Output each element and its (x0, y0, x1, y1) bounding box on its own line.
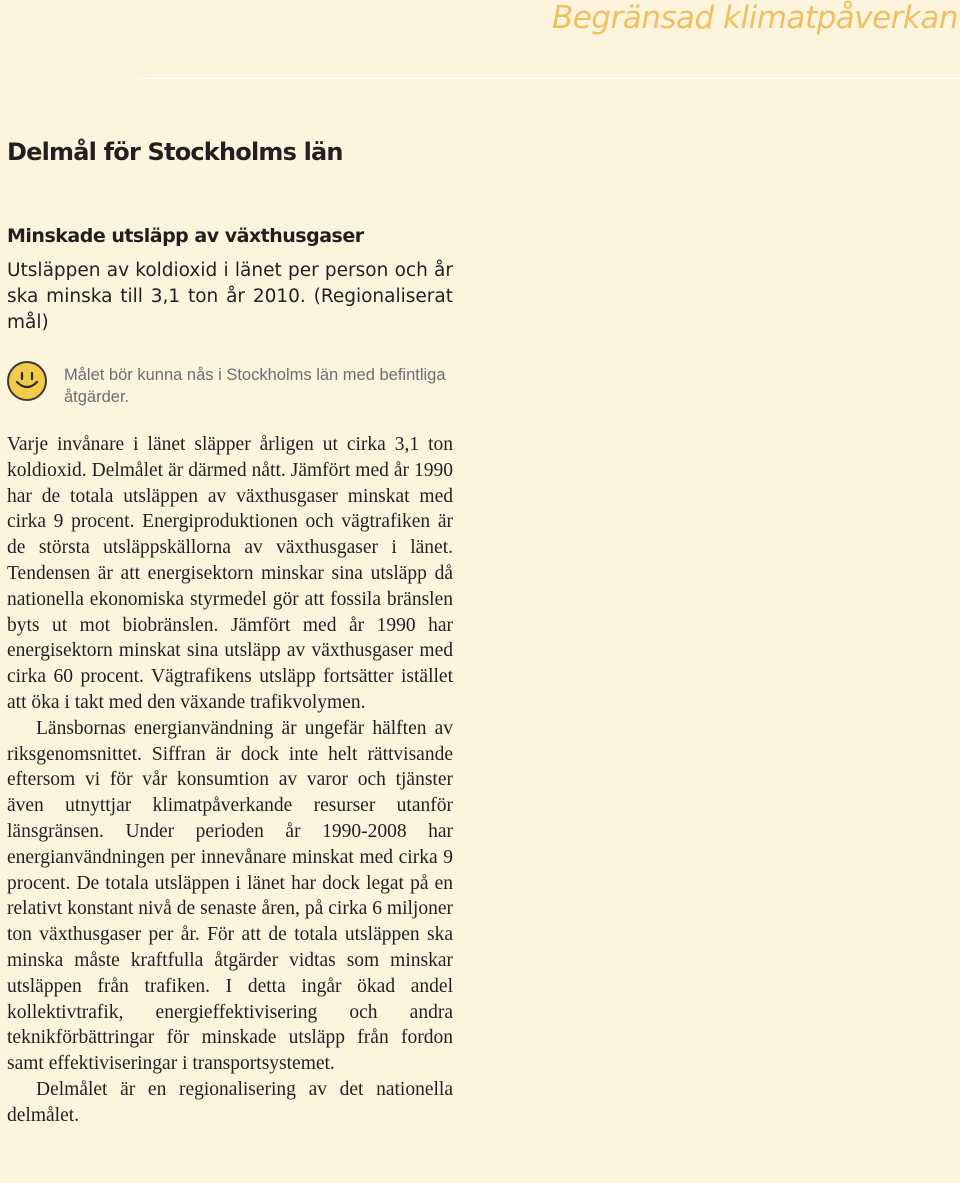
status-note: Målet bör kunna nås i Stockholms län med befintliga åtgärder. (64, 366, 446, 406)
section-title: Begränsad klimatpåverkan (551, 0, 958, 36)
body-paragraph-3: Delmålet är en regionalisering av det nationella delmålet. (7, 1078, 453, 1126)
goal-text: Utsläppen av koldioxid i länet per person och år ska minska till 3,1 ton år 2010. (Regionaliserat mål) (7, 260, 453, 333)
page-header (140, 0, 960, 79)
body-paragraph-1: Varje invånare i länet släpper årligen ut cirka 3,1 ton koldioxid. Delmålet är därmed nått. Jämfört med år 1990 har de totala utsläppen av växthusgaser minskat med cirka 9 procent. Energiproduktionen och vägtrafiken är de största utsläppskällorna av växthusgaser i länet. Tendensen är att energisektorn minskar sina utsläpp då nationella ekonomiska styrmedel gör att fossila bränslen byts ut mot biobränslen. Jämfört med år 1990 har energisektorn minskat sina utsläpp av växthusgaser med cirka 60 procent. Vägtrafikens utsläpp fortsätter istället att öka i takt med den växande trafikvolymen. (7, 434, 453, 713)
goal-title: Minskade utsläpp av växthusgaser (7, 225, 364, 247)
body-text (7, 432, 453, 1129)
body-paragraph-2: Länsbornas energianvändning är ungefär hälften av riksgenomsnittet. Siffran är dock inte helt rättvisande eftersom vi för vår konsumtion av varor och tjänster även utnyttjar klimatpåverkande resurser utanför länsgränsen. Under perioden år 1990-2008 har energianvändningen per innevånare minskat med cirka 9 procent. De totala utsläppen i länet har dock legat på en relativt konstant nivå de senaste åren, på cirka 6 miljoner ton växthusgaser per år. För att de totala utsläppen ska minska måste kraftfulla åtgärder vidtas som minskar utsläppen från trafiken. I detta ingår ökad andel kollektivtrafik, energieffektivisering och andra teknikförbättringar för minskade utsläpp från fordon samt effektiviseringar i transportsystemet. (7, 717, 453, 1075)
smiley-icon (7, 361, 47, 401)
page-title: Delmål för Stockholms län (7, 138, 343, 166)
